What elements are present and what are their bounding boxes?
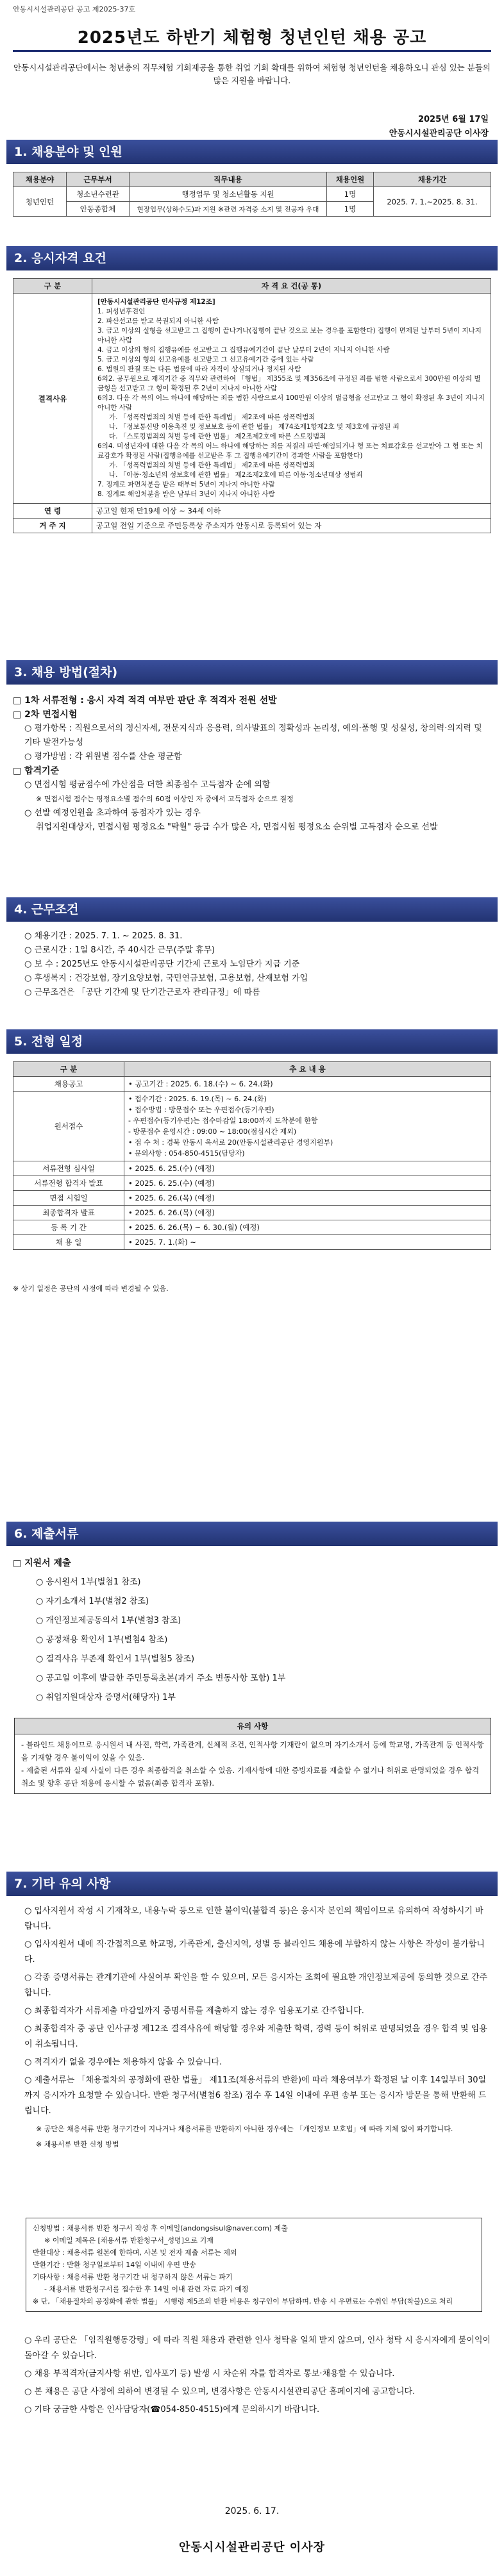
note-item: ○ 최종합격자가 서류제출 마감일까지 증명서류를 제출하지 않는 경우 임용포기로 간주합니다. xyxy=(13,2004,491,2019)
schedule-label: 원서접수 xyxy=(13,1092,124,1161)
rule-item: 6의3. 다음 각 목의 어느 하나에 해당하는 죄를 범한 사람으로서 100만원 이상의 벌금형을 선고받고 그 형이 확정된 후 3년이 지나지 아니한 사람 xyxy=(97,394,485,411)
step2: □ 2차 면접시험 xyxy=(13,710,78,720)
page-title: 2025년도 하반기 체험형 청년인턴 채용 공고 xyxy=(77,28,427,47)
rule-item: 7. 징계로 파면처분을 받은 때부터 5년이 지나지 아니한 사람 xyxy=(97,481,275,488)
rule-subitem: 다. 「스토킹범죄의 처벌 등에 관한 법률」 제2조제2호에 따른 스토킹범죄 xyxy=(109,433,326,440)
section-7-body xyxy=(13,1904,491,2152)
procedure-item: - 채용서류 반환청구서를 접수한 후 14일 이내 관련 자료 파기 예정 xyxy=(44,2285,249,2293)
procedure-item: ※ 이메일 제목은 [채용서류 반환청구서_성명]으로 기재 xyxy=(44,2236,214,2245)
table-row xyxy=(13,519,491,533)
th-content: 추 요 내 용 xyxy=(124,1062,491,1077)
schedule-text: • 2025. 7. 1.(화) ~ xyxy=(124,1235,491,1250)
th-field: 채용분야 xyxy=(13,172,67,187)
th-count: 채용인원 xyxy=(327,172,374,187)
intro-text: 안동시시설관리공단에서는 청년층의 직무체험 기회제공을 통한 취업 기회 확대를 위하여 체험형 청년인턴을 채용하오니 관심 있는 분들의 많은 지원을 바랍니다. xyxy=(13,63,491,85)
rule-item: 6의4. 미성년자에 대한 다음 각 목의 어느 하나에 해당하는 죄를 저질러 파면·해임되거나 형 또는 치료감호를 선고받아 그 형 또는 치료감호가 확정된 사람(집행유예를 선고받은 후 그 집행유예기간이 경과한 사람을 포함한다) xyxy=(97,442,483,460)
schedule-text: • 접수기간 : 2025. 6. 19.(목) ~ 6. 24.(화) • 접수방법 : 방문접수 또는 우편접수(등기우편) - 우편접수(등기우편)는 접수마감일 18:00까지 도착분에 한함 - 방문접수 운영시간 : 09:00 ~ 18:00(점심시간 제외) • 접 수 처 : 경북 안동시 옥서로 20(안동시설관리공단 경영지원부) • 문의사항 : 054-850-4515(담당자) xyxy=(124,1092,491,1161)
title-divider xyxy=(13,50,491,52)
rule-heading: [안동시시설관리공단 인사규정 제12조] xyxy=(97,298,215,306)
procedure-item: 신청방법 : 채용서류 반환 청구서 작성 후 이메일(andongsisul@naver.com) 제출 xyxy=(33,2224,288,2232)
schedule-text: • 2025. 6. 25.(수) (예정) xyxy=(124,1161,491,1176)
th-dept: 근무부서 xyxy=(67,172,130,187)
rule-item: 6의2. 공무원으로 재직기간 중 직무와 관련하여 「형법」 제355조 및 제356조에 규정된 죄를 범한 사람으로서 300만원 이상의 벌금형을 선고받고 그 형이 확정된 후 2년이 지나지 아니한 사람 xyxy=(97,375,481,392)
recruit-table xyxy=(13,172,491,217)
note-item: ○ 본 채용은 공단 사정에 의하여 변경될 수 있으며, 변경사항은 안동시시설관리공단 홈페이지에 공고합니다. xyxy=(13,2384,491,2400)
header-date-org xyxy=(389,113,489,141)
announcement-number: 안동시시설관리공단 공고 제2025-37호 xyxy=(13,5,136,13)
procedure-item: 기타사항 : 채용서류 반환 청구기간 내 청구하지 않은 서류는 파기 xyxy=(33,2273,233,2281)
table-row xyxy=(13,187,491,202)
schedule-label: 등 록 기 간 xyxy=(13,1220,124,1235)
schedule-note: ※ 상기 일정은 공단의 사정에 따라 변경될 수 있음. xyxy=(13,1284,169,1293)
count-cell: 1명 xyxy=(327,187,374,202)
th-task: 직무내용 xyxy=(130,172,327,187)
procedure-item: 반환기간 : 반환 청구일로부터 14일 이내에 우편 반송 xyxy=(33,2261,196,2269)
step2-item: ○ 평가항목 : 직원으로서의 정신자세, 전문지식과 응용력, 의사발표의 정확성과 논리성, 예의·품행 및 성실성, 창의력·의지력 및 기타 발전가능성 xyxy=(13,722,491,750)
step3-item: ○ 면접시험 평균점수에 가산점을 더한 최종점수 고득점자 순에 의함 xyxy=(13,778,491,792)
note-item: ○ 각종 증명서류는 관계기관에 사실여부 확인을 할 수 있으며, 모든 응시자는 조회에 필요한 개인정보제공에 동의한 것으로 간주합니다. xyxy=(13,1970,491,2001)
caution-body xyxy=(15,1734,491,1793)
section-2-header: 2. 응시자격 요건 xyxy=(6,246,498,270)
residence-text: 공고일 전일 기준으로 주민등록상 주소지가 안동시로 등록되어 있는 자 xyxy=(92,519,491,533)
caution-box xyxy=(14,1718,491,1794)
note-item: ○ 최종합격자 중 공단 인사규정 제12조 결격사유에 해당할 경우와 제출한 학력, 경력 등이 허위로 판명되었을 경우 합격 및 임용이 취소됩니다. xyxy=(13,2022,491,2052)
table-row xyxy=(13,1191,491,1206)
table-row xyxy=(13,1161,491,1176)
document-item: ○ 공정채용 확인서 1부(별첨4 참조) xyxy=(13,1631,491,1650)
condition-item: ○ 후생복지 : 건강보험, 장기요양보험, 국민연금보험, 고용보험, 산재보험 가입 xyxy=(13,972,491,986)
section-6-body xyxy=(13,1554,491,1708)
step3-item: ○ 선발 예정인원을 초과하여 동점자가 있는 경우 xyxy=(13,806,491,820)
caution-item: - 블라인드 채용이므로 응시원서 내 사진, 학력, 가족관계, 신체적 조건, 인적사항 기재란이 없으며 자기소개서 등에 학교명, 가족관계 등 인적사항을 기재할 경우 불이익이 있을 수 있음. xyxy=(21,1738,484,1764)
step2-item: ○ 평가방법 : 각 위원별 점수를 산술 평균함 xyxy=(13,750,491,764)
rule-item: 1. 피성년후견인 xyxy=(97,308,146,315)
schedule-text: • 공고기간 : 2025. 6. 18.(수) ~ 6. 24.(화) xyxy=(124,1077,491,1092)
rule-item: 4. 금고 이상의 형의 집행유예를 선고받고 그 집행유예기간이 끝난 날부터 2년이 지나지 아니한 사람 xyxy=(97,346,390,354)
th-step: 구 분 xyxy=(13,1062,124,1077)
document-item: ○ 개인정보제공동의서 1부(별첨3 참조) xyxy=(13,1611,491,1631)
count-cell: 1명 xyxy=(327,202,374,217)
table-header-row xyxy=(13,279,491,294)
section-7-body-2 xyxy=(13,2333,491,2420)
document-item: ○ 결격사유 부존재 확인서 1부(별첨5 참조) xyxy=(13,1650,491,1669)
rule-subitem: 나. 「아동·청소년의 성보호에 관한 법률」 제2조제2호에 따른 아동·청소년대상 성범죄 xyxy=(109,471,363,479)
schedule-label: 서류전형 심사일 xyxy=(13,1161,124,1176)
condition-item: ○ 채용기간 : 2025. 7. 1. ~ 2025. 8. 31. xyxy=(13,929,491,943)
step3-subitem: 취업지원대상자, 면접시험 평정요소 "탁월" 등급 수가 많은 자, 면접시험 평정요소 순위별 고득점자 순으로 선발 xyxy=(36,822,438,832)
return-procedure-box xyxy=(26,2218,482,2312)
schedule-text: • 2025. 6. 26.(목) (예정) xyxy=(124,1206,491,1220)
rule-subitem: 가. 「성폭력범죄의 처벌 등에 관한 특례법」 제2조에 따른 성폭력범죄 xyxy=(109,461,315,469)
note-item: ○ 우리 공단은 「임직원행동강령」에 따라 직원 채용과 관련한 인사 청탁을 일체 받지 않으며, 인사 청탁 시 응시자에게 불이익이 돌아갈 수 있습니다. xyxy=(13,2333,491,2364)
schedule-label: 채 용 일 xyxy=(13,1235,124,1250)
th-category: 구 분 xyxy=(13,279,92,294)
schedule-text: • 2025. 6. 25.(수) (예정) xyxy=(124,1176,491,1191)
table-row xyxy=(13,1176,491,1191)
document-item: ○ 취업지원대상자 증명서(해당자) 1부 xyxy=(13,1688,491,1708)
age-text: 공고일 현재 만19세 이상 ~ 34세 이하 xyxy=(92,504,491,519)
header-date: 2025년 6월 17일 xyxy=(417,115,489,124)
table-row xyxy=(13,1220,491,1235)
caution-item: - 제출된 서류와 실제 사실이 다른 경우 최종합격을 취소할 수 있음. 기재사항에 대한 증빙자료를 제출할 수 없거나 허위로 판명되었을 경우 합격 취소 및 향후 공단 채용에 응시할 수 없음(최종 합격자 포함). xyxy=(21,1764,484,1790)
schedule-label: 채용공고 xyxy=(13,1077,124,1092)
dept-cell: 안동종합체 xyxy=(67,202,130,217)
note-item: ○ 제출서류는 「채용절차의 공정화에 관한 법률」 제11조(채용서류의 반환)에 따라 채용여부가 확정된 날 이후 14일부터 30일까지 응시자가 요청할 수 있습니다. 반환 청구서(별첨6 참조) 접수 후 14일 이내에 우편 송부 또는 응시자 방문을 통해 반환해 드립니다. xyxy=(13,2073,491,2119)
condition-item: ○ 근로시간 : 1일 8시간, 주 40시간 근무(주말 휴무) xyxy=(13,943,491,958)
schedule-text: • 2025. 6. 26.(목) (예정) xyxy=(124,1191,491,1206)
disqualification-label: 결격사유 xyxy=(13,294,92,504)
caution-title: 유의 사항 xyxy=(15,1718,491,1734)
section-7-header: 7. 기타 유의 사항 xyxy=(6,1872,498,1896)
document-item: ○ 자기소개서 1부(별첨2 참조) xyxy=(13,1592,491,1611)
note-item: ○ 기타 궁금한 사항은 인사담당자(☎054-850-4515)에게 문의하시기 바랍니다. xyxy=(13,2402,491,2418)
section-3-header: 3. 채용 방법(절차) xyxy=(6,660,498,685)
table-header-row xyxy=(13,1062,491,1077)
rule-item: 2. 파산선고를 받고 복권되지 아니한 사람 xyxy=(97,317,219,325)
table-row xyxy=(13,1092,491,1161)
document-item: ○ 공고일 이후에 발급한 주민등록초본(과거 주소 변동사항 포함) 1부 xyxy=(13,1669,491,1688)
qualification-table xyxy=(13,278,491,533)
rule-item: 8. 징계로 해임처분을 받은 날부터 3년이 지나지 아니한 사람 xyxy=(97,490,275,498)
schedule-table xyxy=(13,1061,491,1250)
footer-date: 2025. 6. 17. xyxy=(224,2506,280,2516)
schedule-label: 면접 시험일 xyxy=(13,1191,124,1206)
section-4-body xyxy=(13,929,491,1000)
step3-note: ※ 면접시험 점수는 평정요소별 점수의 60점 이상인 자 중에서 고득점자 순으로 결정 xyxy=(13,792,491,806)
rule-item: 6. 법원의 판결 또는 다른 법률에 따라 자격이 상실되거나 정지된 사람 xyxy=(97,365,301,373)
section-4-header: 4. 근무조건 xyxy=(6,897,498,922)
rule-item: 5. 금고 이상의 형의 선고유예를 선고받고 그 선고유예기간 중에 있는 사람 xyxy=(97,356,314,363)
age-label: 연 령 xyxy=(13,504,92,519)
section-5-header: 5. 전형 일정 xyxy=(6,1029,498,1054)
table-header-row xyxy=(13,172,491,187)
task-cell: 행정업무 및 청소년활동 지원 xyxy=(130,187,327,202)
schedule-text: • 2025. 6. 26.(목) ~ 6. 30.(월) (예정) xyxy=(124,1220,491,1235)
section-1-header: 1. 채용분야 및 인원 xyxy=(6,140,498,164)
note-item: ○ 입사지원서 작성 시 기재착오, 내용누락 등으로 인한 불이익(불합격 등)은 응시자 본인의 책임이므로 유의하여 작성하시기 바랍니다. xyxy=(13,1904,491,1934)
schedule-label: 최종합격자 발표 xyxy=(13,1206,124,1220)
field-cell: 청년인턴 xyxy=(13,187,67,217)
footer-org: 안동시시설관리공단 이사장 xyxy=(179,2541,325,2554)
note-item: ○ 채용 부적격자(금지사항 위반, 입사포기 등) 발생 시 차순위 자를 합격자로 통보·채용할 수 있습니다. xyxy=(13,2366,491,2382)
rule-item: 3. 금고 이상의 실형을 선고받고 그 집행이 끝나거나(집행이 끝난 것으로 보는 경우를 포함한다) 집행이 면제된 날부터 5년이 지나지 아니한 사람 xyxy=(97,327,482,344)
table-row xyxy=(13,1206,491,1220)
task-cell: 현장업무(상하수도)과 지원 ※관련 자격증 소지 및 전공자 우대 xyxy=(130,202,327,217)
section-3-body xyxy=(13,694,491,835)
section-6-header: 6. 제출서류 xyxy=(6,1522,498,1546)
residence-label: 거 주 지 xyxy=(13,519,92,533)
table-row xyxy=(13,294,491,504)
procedure-item: 반환대상 : 채용서류 원본에 한하며, 사본 및 전자 제출 서류는 제외 xyxy=(33,2248,237,2257)
th-period: 채용기간 xyxy=(374,172,491,187)
procedure-item: ※ 단, 「채용절차의 공정화에 관한 법률」 시행령 제5조의 반환 비용은 청구인이 부담하며, 반송 시 우편료는 수취인 부담(착불)으로 처리 xyxy=(33,2297,453,2306)
step3: □ 합격기준 xyxy=(13,766,60,776)
table-row xyxy=(13,1235,491,1250)
th-requirements: 자 격 요 건(공 통) xyxy=(92,279,491,294)
period-cell: 2025. 7. 1.~2025. 8. 31. xyxy=(374,187,491,217)
note-item: ○ 입사지원서 내에 직·간접적으로 학교명, 가족관계, 출신지역, 성별 등 블라인드 채용에 부합하지 않는 사항은 작성이 불가합니다. xyxy=(13,1937,491,1968)
rule-subitem: 나. 「정보통신망 이용촉진 및 정보보호 등에 관한 법률」 제74조제1항제2호 및 제3호에 규정된 죄 xyxy=(109,423,399,431)
dept-cell: 청소년수련관 xyxy=(67,187,130,202)
sub-note: ※ 공단은 채용서류 반환 청구기간이 지나거나 채용서류를 반환하지 아니한 경우에는 「개인정보 보호법」에 따라 지체 없이 파기합니다. xyxy=(13,2122,491,2137)
step1: □ 1차 서류전형 : 응시 자격 적격 여부만 판단 후 적격자 전원 선발 xyxy=(13,695,277,706)
header-org: 안동시시설관리공단 이사장 xyxy=(389,129,489,138)
table-row xyxy=(13,504,491,519)
table-row xyxy=(13,1077,491,1092)
disqualification-text xyxy=(92,294,491,504)
schedule-label: 서류전형 합격자 발표 xyxy=(13,1176,124,1191)
document-item: ○ 응시원서 1부(별첨1 참조) xyxy=(13,1573,491,1592)
rule-subitem: 가. 「성폭력범죄의 처벌 등에 관한 특례법」 제2조에 따른 성폭력범죄 xyxy=(109,413,315,421)
submission-subtitle: □ 지원서 제출 xyxy=(13,1558,71,1568)
note-item: ○ 적격자가 없을 경우에는 채용하지 않을 수 있습니다. xyxy=(13,2055,491,2070)
sub-note: ※ 채용서류 반환 신청 방법 xyxy=(13,2137,491,2152)
condition-item: ○ 근무조건은 「공단 기간제 및 단기간근로자 관리규정」에 따름 xyxy=(13,986,491,1000)
condition-item: ○ 보 수 : 2025년도 안동시시설관리공단 기간제 근로자 노임단가 지급 기준 xyxy=(13,958,491,972)
